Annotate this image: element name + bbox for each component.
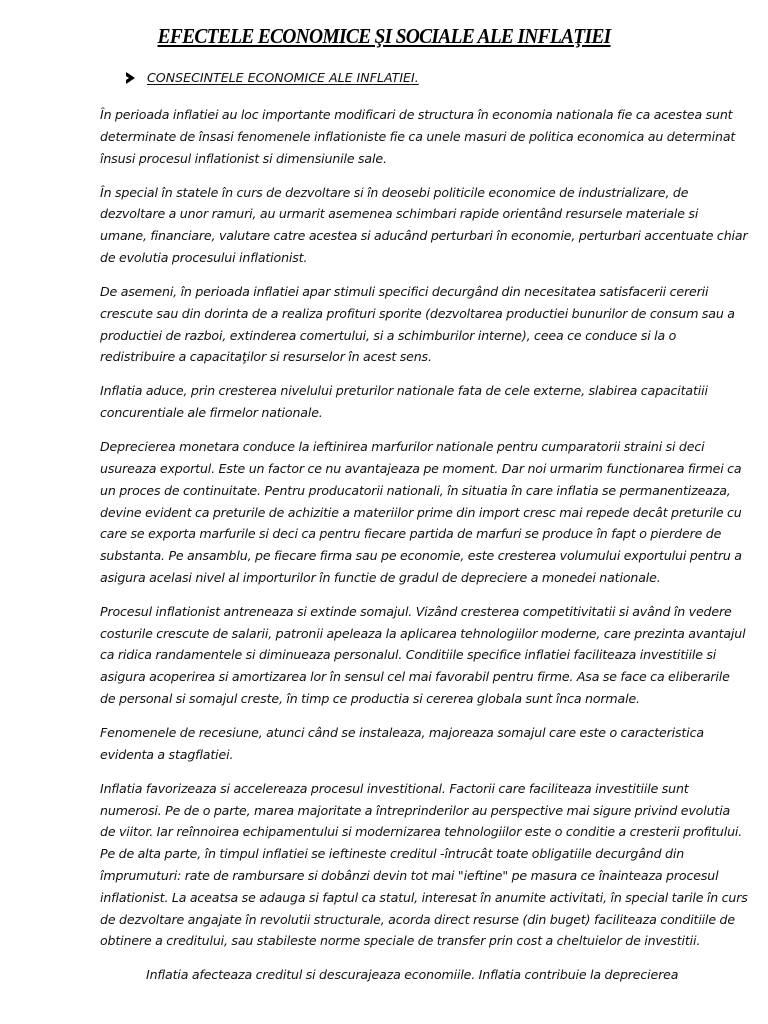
document-body <box>100 104 748 998</box>
paragraph: Inflatia favorizeaza si accelereaza procesul investitional. Factorii care faciliteaza investitiile sunt numerosi. Pe de o parte, marea majoritate a întreprinderilor au perspective mai sigure privind evolutia de viitor. Iar reînnoirea echipamentului si modernizarea tehnologiilor este o conditie a cresterii profitului. Pe de alta parte, în timpul inflatiei se ieftineste creditul -întrucât toate obligatiile decurgând din împrumuturi: rate de rambursare si dobânzi devin tot mai "ieftine" pe masura ce înainteaza procesul inflationist. La aceatsa se adauga si faptul ca statul, interesat în anumite activitati, în special tarile în curs de dezvoltare angajate în revolutii structurale, acorda direct resurse (din buget) faciliteaza conditiile de obtinere a creditului, sau stabileste norme speciale de transfer prin cost a cheltuielor de investitii. <box>100 780 748 949</box>
section-heading-text: CONSECINTELE ECONOMICE ALE INFLATIEI. <box>147 70 419 85</box>
paragraph: Procesul inflationist antreneaza si extinde somajul. Vizând cresterea competitivitatii si având în vedere costurile crescute de salarii, patronii apeleaza la aplicarea tehnologiilor moderne, care prezinta avantajul ca ridica randamentele si diminueaza personalul. Conditiile specifice inflatiei faciliteaza investitiile si asigura acoperirea si amortizarea lor în sensul cel mai favorabil pentru firme. Asa se face ca eliberarile de personal si somajul creste, în timp ce productia si cererea globala sunt înca normale. <box>100 603 746 707</box>
paragraph: În special în statele în curs de dezvoltare si în deosebi politicile economice de industrializare, de dezvoltare a unor ramuri, au urmarit asemenea schimbari rapide orientând resursele materiale si umane, financiare, valutare catre acestea si aducând perturbari în economie, perturbari accentuate chiar de evolutia procesului inflationist. <box>100 184 748 265</box>
paragraph: Inflatia aduce, prin cresterea nivelului preturilor nationale fata de cele externe, slabirea capacitatiii concurentiale ale firmelor nationale. <box>100 383 708 421</box>
paragraph: Fenomenele de recesiune, atunci când se instaleaza, majoreaza somajul care este o caracteristica evidenta a stagflatiei. <box>100 725 704 762</box>
paragraph: În perioada inflatiei au loc importante modificari de structura în economia nationala fie ca acestea sunt determinate de însasi fenomenele inflationiste fie ca unele masuri de politica economica au determinat însusi procesul inflationist si dimensiunile sale. <box>100 107 736 166</box>
section-heading <box>126 70 419 85</box>
document-title: EFECTELE ECONOMICE ŞI SOCIALE ALE INFLAŢIEI <box>157 24 611 48</box>
paragraph: Deprecierea monetara conduce la ieftinirea marfurilor nationale pentru cumparatorii straini si deci usureaza exportul. Este un factor ce nu avantajeaza pe moment. Dar noi urmarim functionarea firmei ca un proces de continuitate. Pentru producatorii nationali, în situatia în care inflatia se permanentizeaza, devine evident ca preturile de achizitie a materiilor prime din import cresc mai repede decât preturile cu care se exporta marfurile si deci ca pentru fiecare partida de marfuri se produce în fapt o pierdere de substanta. Pe ansamblu, pe fiecare firma sau pe economie, este cresterea volumului exportului pentru a asigura acelasi nivel al importurilor în functie de gradul de depreciere a monedei nationale. <box>100 439 742 585</box>
paragraph: Inflatia afecteaza creditul si descurajeaza economiile. Inflatia contribuie la deprecierea <box>146 967 679 983</box>
paragraph: De asemeni, în perioada inflatiei apar stimuli specifici decurgând din necesitatea satisfacerii cererii crescute sau din dorinta de a realiza profituri sporite (dezvoltarea productiei bunurilor de consum sau a productiei de razboi, extinderea comertului, si a schimburilor interne), ceea ce conduce si la o redistribuire a capacitaţilor si resurselor în acest sens. <box>100 283 735 365</box>
arrow-bullet-icon <box>126 72 135 84</box>
